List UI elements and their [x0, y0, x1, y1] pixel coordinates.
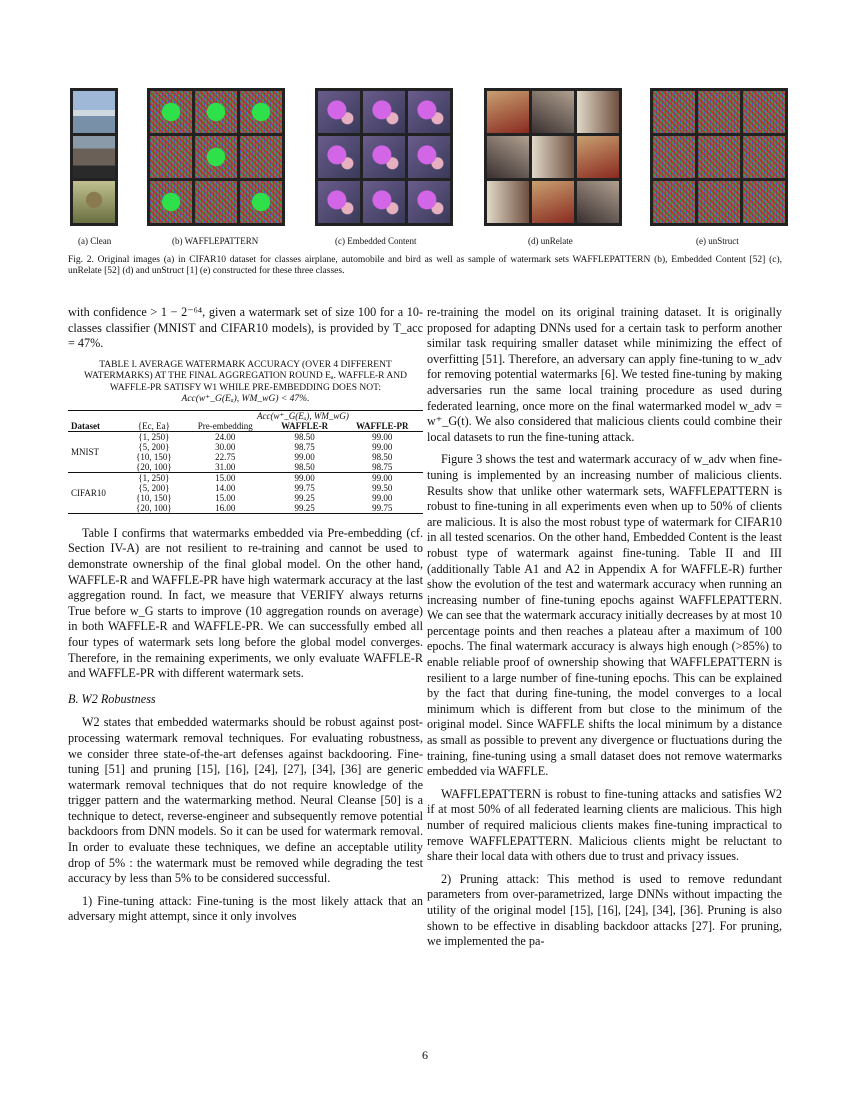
- image-automobile: [73, 136, 115, 178]
- cell: {20, 100}: [136, 461, 172, 472]
- embedded-tile: [363, 136, 405, 178]
- cell: 15.00: [215, 472, 236, 483]
- cell: {20, 100}: [136, 502, 172, 513]
- paragraph: 1) Fine-tuning attack: Fine-tuning is the most likely attack that an adversary might attempt, since it only involves: [68, 893, 423, 924]
- paragraph: WAFFLEPATTERN is robust to fine-tuning attacks and satisfies W2 if at most 50% of all federated learning clients are malicious. This high number of required malicious clients makes fine-tuning impractical to remove WAFFLEPATTERN. Malicious clients might be reluctant to share their local data with others due to trust and privacy issues.: [427, 786, 782, 864]
- page-number: 6: [422, 1048, 428, 1062]
- acc-header: Acc(w⁺_G(Eₐ), WM_wG): [256, 410, 349, 421]
- unrelate-tile: [487, 91, 529, 133]
- embedded-tile: [318, 181, 360, 223]
- embedded-tile: [408, 91, 450, 133]
- unrelate-tile: [532, 181, 574, 223]
- cell: 98.50: [294, 461, 315, 472]
- cell: {5, 200}: [138, 482, 170, 493]
- cell: {5, 200}: [138, 441, 170, 452]
- cell: 99.00: [372, 441, 393, 452]
- embedded-tile: [318, 91, 360, 133]
- unrelate-tile: [532, 136, 574, 178]
- pattern-tile: [150, 136, 192, 178]
- pattern-tile: [240, 181, 282, 223]
- paragraph: with confidence > 1 − 2⁻⁶⁴, given a watermark set of size 100 for a 10-classes classifier (MNIST and CIFAR10 models), is provided by T_acc = 47%.: [68, 305, 423, 351]
- unstruct-tile: [743, 91, 785, 133]
- pattern-tile: [195, 136, 237, 178]
- pattern-tile: [240, 136, 282, 178]
- pattern-tile: [195, 181, 237, 223]
- cell: 98.50: [372, 451, 393, 462]
- paragraph: W2 states that embedded watermarks should be robust against post-processing watermark removal techniques. For evaluating robustness, we consider three state-of-the-art defenses against backdooring. Fine-tuning [51] and pruning [15], [16], [24], [27], [34], [36] are generic watermark removal techniques that do not require knowledge of the trigger pattern and the watermarking method. Neural Cleanse [50] is a technique to detect, reverse-engineer and subsequently remove potential backdoors from DNN models. So it can be used for watermark removal. In order to evaluate these techniques, we define an acceptable utility drop of 5% : the watermark must be removed while degrading the test accuracy by less than 5% to be considered successful.: [68, 715, 423, 886]
- left-column: [68, 305, 423, 932]
- cell: 99.00: [372, 431, 393, 442]
- cell: 16.00: [215, 502, 236, 513]
- unstruct-tile: [743, 136, 785, 178]
- table-caption-formula: Acc(w⁺_G(Eₐ), WM_wG) < 47%.: [181, 394, 310, 405]
- cell: 99.00: [372, 472, 393, 483]
- paragraph: Figure 3 shows the test and watermark accuracy of w_adv when fine-tuning is implemented by an increasing number of malicious clients. Results show that unlike other watermark sets, WAFFLEPATTERN is robust to fine-tuning in all experiments even when up to 50% of clients are malicious. It is also the most robust type of watermark for CIFAR10 in all tested scenarios. On the other hand, Embedded Content is the least robust type of watermark against fine-tuning. Table II and III (additionally Table A1 and A2 in Appendix A for WAFFLE-R) further show the evolution of the test and watermark accuracy when running an increasing number of fine-tuning epochs against WAFFLEPATTERN. We can see that the watermark accuracy initially decreases by at most 10 percentage points and then reaches a plateau after a maximum of 100 epochs. The final watermark accuracy is always high enough (>85%) to enable reliable proof of ownership showing that WAFFLEPATTERN is resilient to a large number of fine-tuning epochs. This can be explained by the fact that during fine-tuning, the model converges to a local minimum which is different from but close to the minimum of the original model. Since WAFFLE shifts the local minimum by a distance as small as possible to prevent any divergence or fluctuations during the training, fine-tuning using a small dataset does not remove watermarks embedded via WAFFLE.: [427, 452, 783, 779]
- cell: 98.75: [372, 461, 393, 472]
- table-caption-line: TABLE I. AVERAGE WATERMARK ACCURACY (OVER 4 DIFFERENT WATERMARKS) AT THE FINAL AGGREGATION ROUND Eₐ. WAFFLE-R AND WAFFLE-PR SATISFY W1 WHILE PRE-EMBEDDING DOES NOT:: [84, 359, 407, 393]
- unrelate-tile: [577, 91, 619, 133]
- dataset-cell: CIFAR10: [71, 487, 106, 498]
- paragraph: 2) Pruning attack: This method is used to remove redundant parameters from over-parametrized, large DNNs without impacting the utility of the original model [15], [16], [24], [34], [36]. Pruning is also shown to be effective in disabling backdoor attacks [27]. For pruning, we implemented the pa-: [427, 871, 782, 949]
- table-row: [68, 472, 423, 483]
- panel-wafflepattern: [147, 88, 285, 226]
- panel-embedded-content: [315, 88, 453, 226]
- cell: 99.25: [294, 492, 315, 503]
- subcaption-e: (e) unStruct: [696, 236, 739, 246]
- unrelate-tile: [532, 91, 574, 133]
- embedded-tile: [408, 181, 450, 223]
- cell: 22.75: [215, 451, 236, 462]
- col-header: WAFFLE-R: [281, 420, 329, 431]
- pattern-tile: [150, 91, 192, 133]
- unstruct-tile: [653, 181, 695, 223]
- cell: {1, 250}: [138, 431, 170, 442]
- cell: 24.00: [215, 431, 236, 442]
- unstruct-tile: [653, 91, 695, 133]
- unstruct-tile: [698, 91, 740, 133]
- cell: 99.50: [372, 482, 393, 493]
- panel-unrelate: [484, 88, 622, 226]
- subcaption-c: (c) Embedded Content: [335, 236, 417, 246]
- image-bird: [73, 181, 115, 223]
- image-airplane: [73, 91, 115, 133]
- unstruct-tile: [698, 181, 740, 223]
- empty-cell: [125, 410, 183, 421]
- pattern-tile: [240, 91, 282, 133]
- col-header: WAFFLE-PR: [356, 420, 409, 431]
- cell: 30.00: [215, 441, 236, 452]
- cell: 14.00: [215, 482, 236, 493]
- cell: 31.00: [215, 461, 236, 472]
- pattern-tile: [150, 181, 192, 223]
- unrelate-tile: [487, 181, 529, 223]
- embedded-tile: [318, 136, 360, 178]
- embedded-tile: [363, 181, 405, 223]
- col-header: Dataset: [71, 420, 100, 431]
- panel-unstruct: [650, 88, 788, 226]
- cell: 99.00: [294, 472, 315, 483]
- figure-2: [60, 88, 790, 238]
- table-caption: [68, 360, 423, 406]
- unrelate-tile: [487, 136, 529, 178]
- cell: 99.75: [294, 482, 315, 493]
- section-heading: B. W2 Robustness: [68, 691, 156, 706]
- table-row: [68, 431, 423, 442]
- cell: 15.00: [215, 492, 236, 503]
- cell: {10, 150}: [136, 451, 172, 462]
- col-header: Pre-embedding: [197, 420, 253, 431]
- right-column: [427, 305, 782, 957]
- cell: 98.75: [294, 441, 315, 452]
- unrelate-tile: [577, 136, 619, 178]
- unstruct-tile: [653, 136, 695, 178]
- subcaption-a: (a) Clean: [78, 236, 112, 246]
- cell: {10, 150}: [136, 492, 172, 503]
- cell: 98.50: [294, 431, 315, 442]
- unrelate-tile: [577, 181, 619, 223]
- cell: 99.00: [372, 492, 393, 503]
- embedded-tile: [408, 136, 450, 178]
- pattern-tile: [195, 91, 237, 133]
- embedded-tile: [363, 91, 405, 133]
- subcaption-d: (d) unRelate: [528, 236, 573, 246]
- paragraph: Table I confirms that watermarks embedded via Pre-embedding (cf. Section IV-A) are not resilient to re-training and cannot be used to demonstrate ownership of the final global model. On the other hand, WAFFLE-R and WAFFLE-PR have high watermark accuracy at the last aggregation round. In fact, we measure that VERIFY always returns True before w_G starts to improve (10 aggregation rounds on average) in both WAFFLE-R and WAFFLE-PR. We can successfully embed all four types of watermark sets long before the global model converges. Therefore, in the remaining experiments, we only evaluate WAFFLE-R and WAFFLE-PR with different watermark sets.: [68, 525, 423, 681]
- col-header: {Ec, Ea}: [137, 420, 170, 431]
- cell: 99.25: [294, 502, 315, 513]
- cell: 99.75: [372, 502, 393, 513]
- empty-cell: [68, 410, 125, 421]
- unstruct-tile: [698, 136, 740, 178]
- dataset-cell: MNIST: [71, 446, 100, 457]
- paragraph: re-training the model on its original training dataset. It is originally proposed for adapting DNNs used for a certain task to perform another similar task requiring smaller dataset while minimizing the effect of overfitting [51]. Therefore, an adversary can apply fine-tuning to w_adv for removing potential watermarks [6]. We tested fine-tuning by making adversaries run the same local training procedure as used during federated learning, once more on the final watermarked model w_adv = w⁺_G(t). We also considered that malicious clients could combine their local datasets to run the fine-tuning attack.: [427, 305, 782, 444]
- table-1: [68, 410, 423, 514]
- subcaption-b: (b) WAFFLEPATTERN: [172, 236, 259, 246]
- panel-clean: [70, 88, 118, 226]
- figure-caption: Fig. 2. Original images (a) in CIFAR10 dataset for classes airplane, automobile and bird as well as sample of watermark sets WAFFLEPATTERN (b), Embedded Content [52] (c), unRelate [52] (d) and unStruct [1] (e) constructed for these three classes.: [68, 255, 782, 276]
- cell: 99.00: [294, 451, 315, 462]
- cell: {1, 250}: [138, 472, 170, 483]
- unstruct-tile: [743, 181, 785, 223]
